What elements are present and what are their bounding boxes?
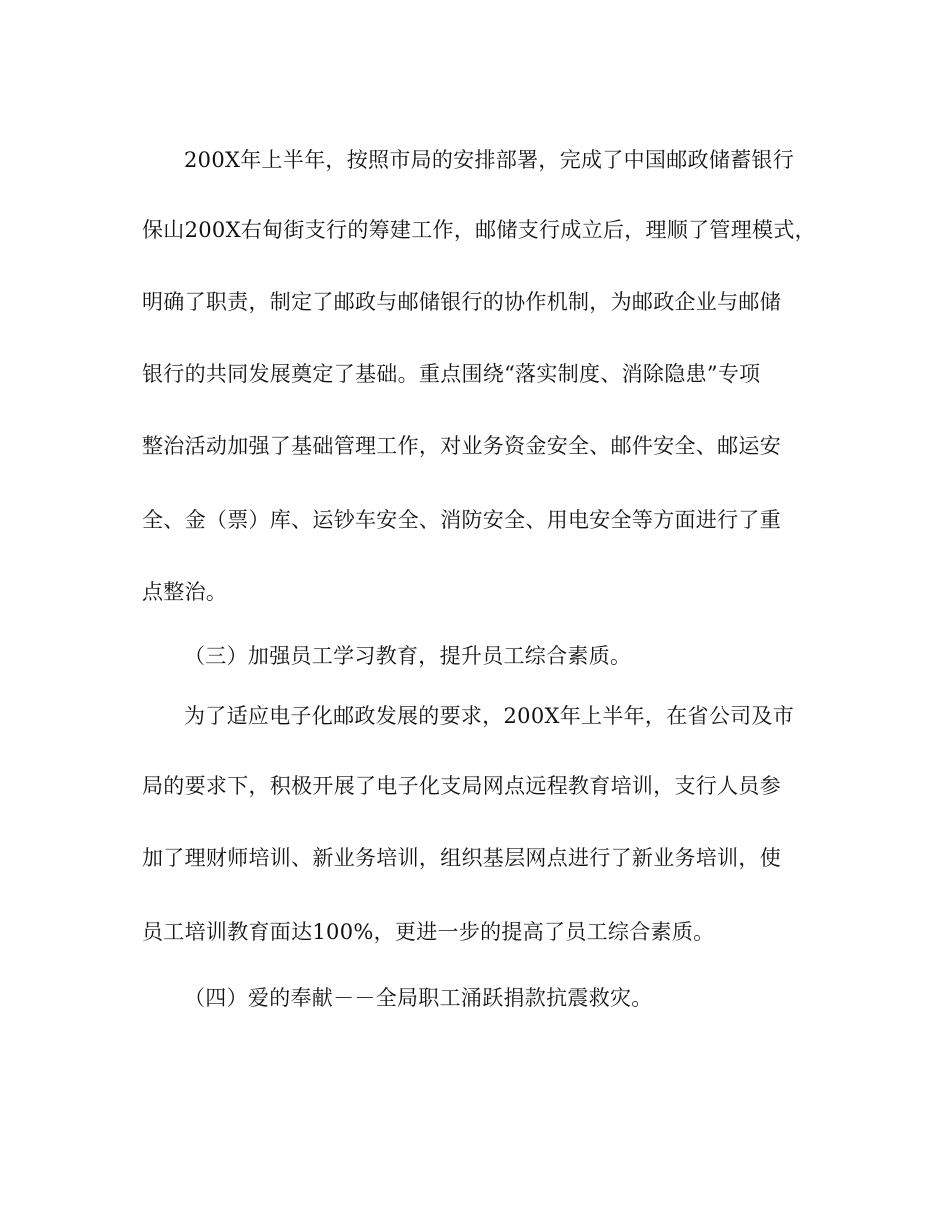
- paragraph-1-line-1: 200X年上半年，按照市局的安排部署，完成了中国邮政储蓄银行: [184, 148, 795, 172]
- paragraph-2-line-1: 为了适应电子化邮政发展的要求，200X年上半年，在省公司及市: [184, 704, 795, 728]
- paragraph-1-line-2: 保山200X右甸街支行的筹建工作，邮储支行成立后，理顺了管理模式，: [142, 218, 816, 242]
- paragraph-2-line-3: 加了理财师培训、新业务培训，组织基层网点进行了新业务培训，使: [142, 846, 781, 870]
- paragraph-1-line-4: 银行的共同发展奠定了基础。重点围绕“落实制度、消除隐患”专项: [142, 362, 761, 386]
- paragraph-1-line-3: 明确了职责，制定了邮政与邮储银行的协作机制，为邮政企业与邮储: [142, 290, 781, 314]
- section-heading-3: （三）加强员工学习教育，提升员工综合素质。: [184, 644, 632, 668]
- section-heading-4: （四）爱的奉献－－全局职工涌跃捐款抗震救灾。: [184, 986, 653, 1010]
- paragraph-2-line-2: 局的要求下，积极开展了电子化支局网点远程教育培训，支行人员参: [142, 774, 781, 798]
- paragraph-2-line-4: 员工培训教育面达100%，更进一步的提高了员工综合素质。: [142, 920, 715, 944]
- paragraph-1-line-5: 整治活动加强了基础管理工作，对业务资金安全、邮件安全、邮运安: [142, 434, 781, 458]
- paragraph-1-line-7: 点整治。: [142, 580, 228, 604]
- paragraph-1-line-6: 全、金（票）库、运钞车安全、消防安全、用电安全等方面进行了重: [142, 508, 781, 532]
